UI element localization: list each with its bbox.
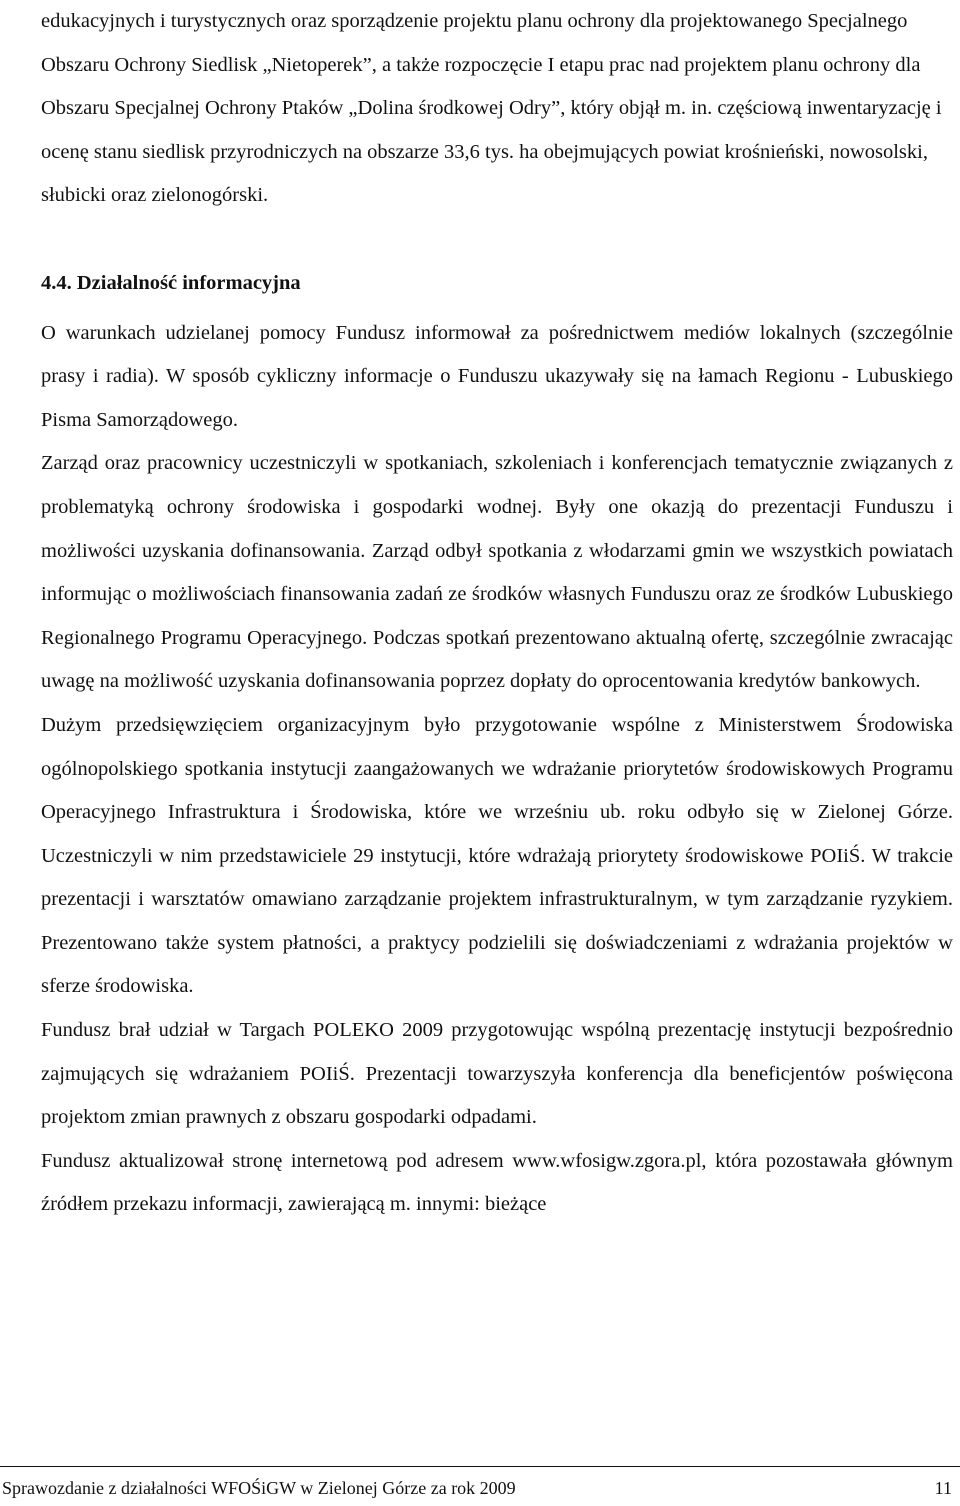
paragraph-meetings: Zarząd oraz pracownicy uczestniczyli w spotkaniach, szkoleniach i konferencjach tematycznie związanych z problematyką ochrony środowiska i gospodarki wodnej. Były one okazją do prezentacji Funduszu i możliwości uzyskania dofinansowania. Zarząd odbył spotkania z włodarzami gmin we wszystkich powiatach informując o możliwościach finansowania zadań ze środków własnych Funduszu oraz ze środków Lubuskiego Regionalnego Programu Operacyjnego. Podczas spotkań prezentowano aktualną ofertę, szczególnie zwracając uwagę na możliwość uzyskania dofinansowania poprzez dopłaty do oprocentowania kredytów bankowych. (41, 452, 953, 693)
paragraph-poleko: Fundusz brał udział w Targach POLEKO 2009 przygotowując wspólną prezentację instytucji bezpośrednio zajmujących się wdrażaniem POIiŚ. Prezentacji towarzyszyła konferencja dla beneficjentów poświęcona projektom zmian prawnych z obszaru gospodarki odpadami. (41, 1019, 953, 1129)
paragraph-ministry-event: Dużym przedsięwzięciem organizacyjnym było przygotowanie wspólne z Ministerstwem Środowiska ogólnopolskiego spotkania instytucji zaangażowanych we wdrażanie priorytetów środowiskowych Programu Operacyjnego Infrastruktura i Środowiska, które we wrześniu ub. roku odbyło się w Zielonej Górze. Uczestniczyli w nim przedstawiciele 29 instytucji, które wdrażają priorytety środowiskowe POIiŚ. W trakcie prezentacji i warsztatów omawiano zarządzanie projektem infrastrukturalnym, w tym zarządzanie ryzykiem. Prezentowano także system płatności, a praktycy podzielili się doświadczeniami z wdrażania projektów w sferze środowiska. (41, 713, 953, 998)
paragraph-website: Fundusz aktualizował stronę internetową pod adresem www.wfosigw.zgora.pl, która pozostawała głównym źródłem przekazu informacji, zawierającą m. innymi: bieżące (41, 1149, 953, 1216)
footer-divider (0, 1466, 960, 1467)
paragraph-media: O warunkach udzielanej pomocy Fundusz informował za pośrednictwem mediów lokalnych (szczególnie prasy i radia). W sposób cykliczny informacje o Funduszu ukazywały się na łamach Regionu - Lubuskiego Pisma Samorządowego. (41, 321, 953, 431)
paragraph-intro: edukacyjnych i turystycznych oraz sporządzenie projektu planu ochrony dla projektowanego Specjalnego Obszaru Ochrony Siedlisk „Nietoperek”, a także rozpoczęcie I etapu prac nad projektem planu ochrony dla Obszaru Specjalnej Ochrony Ptaków „Dolina środkowej Odry”, który objął m. in. częściową inwentaryzację i ocenę stanu siedlisk przyrodniczych na obszarze 33,6 tys. ha obejmujących powiat krośnieński, nowosolski, słubicki oraz zielonogórski. (41, 10, 942, 207)
section-heading: 4.4. Działalność informacyjna (41, 271, 301, 294)
page-number: 11 (934, 1478, 952, 1498)
footer-title: Sprawozdanie z działalności WFOŚiGW w Zielonej Górze za rok 2009 (2, 1478, 516, 1498)
document-body (41, 0, 953, 1227)
page-footer (0, 1466, 960, 1506)
